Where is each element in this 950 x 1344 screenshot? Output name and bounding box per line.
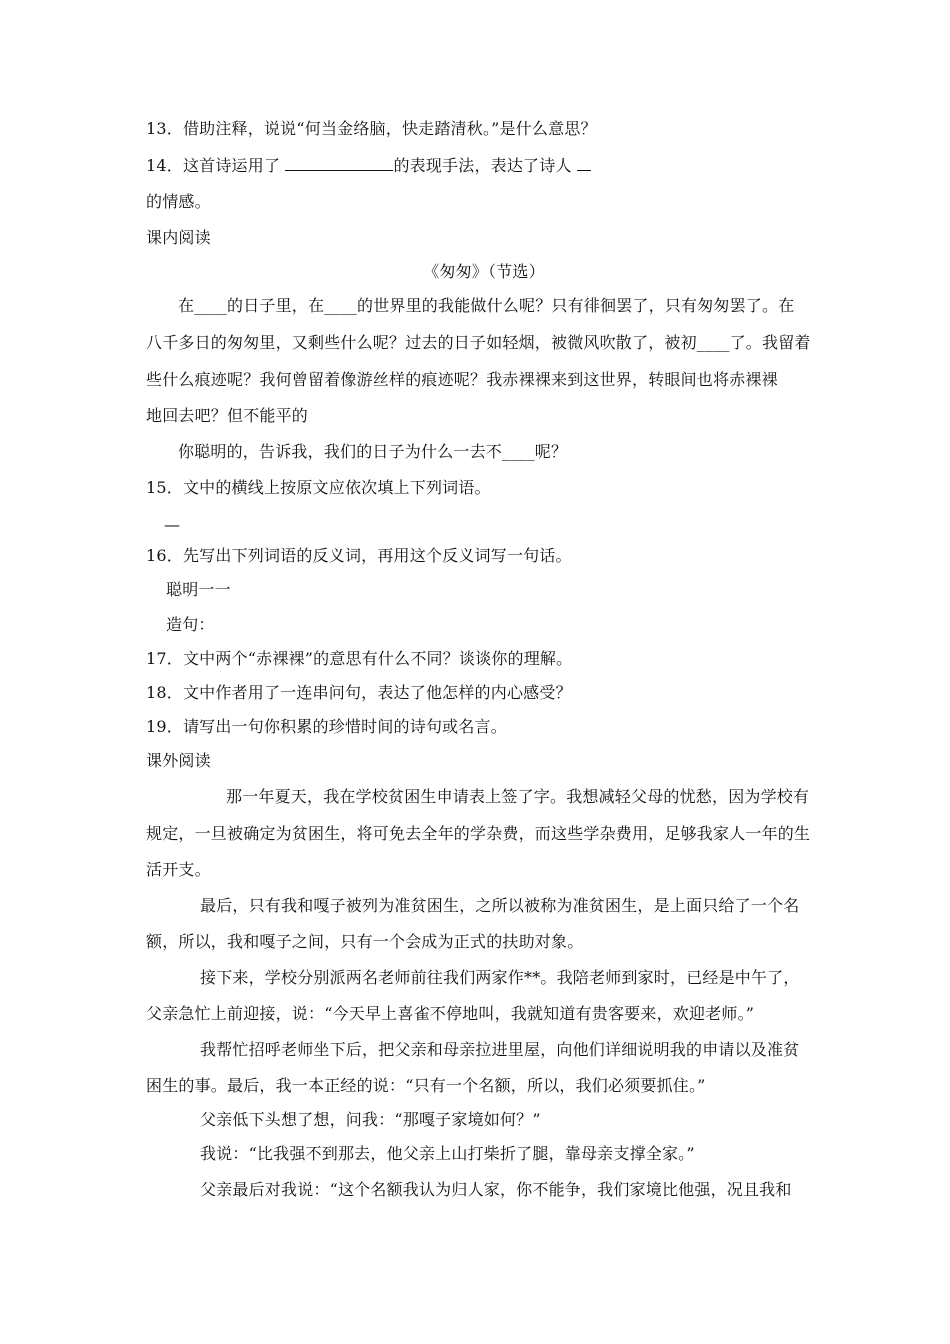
story-line: 父亲急忙上前迎接，说：“今天早上喜雀不停地叫，我就知道有贵客要来，欢迎老师。” <box>146 1004 755 1023</box>
story-line: 我帮忙招呼老师坐下后，把父亲和母亲拉进里屋，向他们详细说明我的申请以及准贫 <box>200 1040 800 1059</box>
question-18: 18．文中作者用了一连串问句，表达了他怎样的内心感受？ <box>146 683 572 702</box>
question-17: 17．文中两个“赤裸裸”的意思有什么不同？谈谈你的理解。 <box>146 649 573 668</box>
question-14 <box>146 156 810 176</box>
passage-line: 你聪明的，告诉我，我们的日子为什么一去不____呢？ <box>178 442 568 461</box>
passage-title: 《匆匆》（节选） <box>423 262 545 281</box>
antonym-prompt: 聪明一一 <box>166 580 231 599</box>
question-19: 19．请写出一句你积累的珍惜时间的诗句或名言。 <box>146 717 507 736</box>
passage-line: 八千多日的匆匆里，又剩些什么呢？过去的日子如轻烟，被微风吹散了，被初____了。我留着 <box>146 333 811 352</box>
question-14-middle: 的表现手法，表达了诗人 <box>393 156 577 175</box>
question-16: 16．先写出下列词语的反义词，再用这个反义词写一句话。 <box>146 546 572 565</box>
passage-line: 在____的日子里，在____的世界里的我能做什么呢？只有徘徊罢了，只有匆匆罢了。在 <box>178 296 795 315</box>
answer-blank[interactable] <box>285 156 393 171</box>
passage-line: 地回去吧？但不能平的 <box>146 406 309 425</box>
story-line: 父亲最后对我说：“这个名额我认为归人家，你不能争，我们家境比他强，况且我和 <box>200 1180 792 1199</box>
section-heading-extracurricular: 课外阅读 <box>146 751 211 770</box>
question-14-suffix: 的情感。 <box>146 192 211 211</box>
question-14-prefix: 14．这首诗运用了 <box>146 156 286 175</box>
story-line: 困生的事。最后，我一本正经的说：“只有一个名额，所以，我们必须要抓住。” <box>146 1076 706 1095</box>
story-line: 那一年夏天，我在学校贫困生申请表上签了字。我想减轻父母的忧愁，因为学校有 <box>226 787 810 806</box>
story-line: 额，所以，我和嘎子之间，只有一个会成为正式的扶助对象。 <box>146 932 584 951</box>
sentence-prompt: 造句： <box>166 615 215 634</box>
passage-line: 些什么痕迹呢？我何曾留着像游丝样的痕迹呢？我赤裸裸来到这世界，转眼间也将赤裸裸 <box>146 370 778 389</box>
story-line: 父亲低下头想了想，问我：“那嘎子家境如何？” <box>200 1110 541 1129</box>
story-line: 接下来，学校分别派两名老师前往我们两家作**。我陪老师到家时，已经是中午了， <box>200 968 800 987</box>
story-line: 我说：“比我强不到那去，他父亲上山打柴折了腿，靠母亲支撑全家。” <box>200 1144 695 1163</box>
story-line: 规定，一旦被确定为贫困生，将可免去全年的学杂费，而这些学杂费用，足够我家人一年的生 <box>146 824 811 843</box>
answer-blank[interactable] <box>577 156 591 171</box>
question-13: 13．借助注释，说说“何当金络脑，快走踏清秋。”是什么意思？ <box>146 119 597 138</box>
story-line: 活开支。 <box>146 860 211 879</box>
question-15: 15．文中的横线上按原文应依次填上下列词语。 <box>146 478 491 497</box>
answer-dash: — <box>164 515 181 534</box>
story-line: 最后，只有我和嘎子被列为准贫困生，之所以被称为准贫困生，是上面只给了一个名 <box>200 896 800 915</box>
section-heading-in-class: 课内阅读 <box>146 228 211 247</box>
